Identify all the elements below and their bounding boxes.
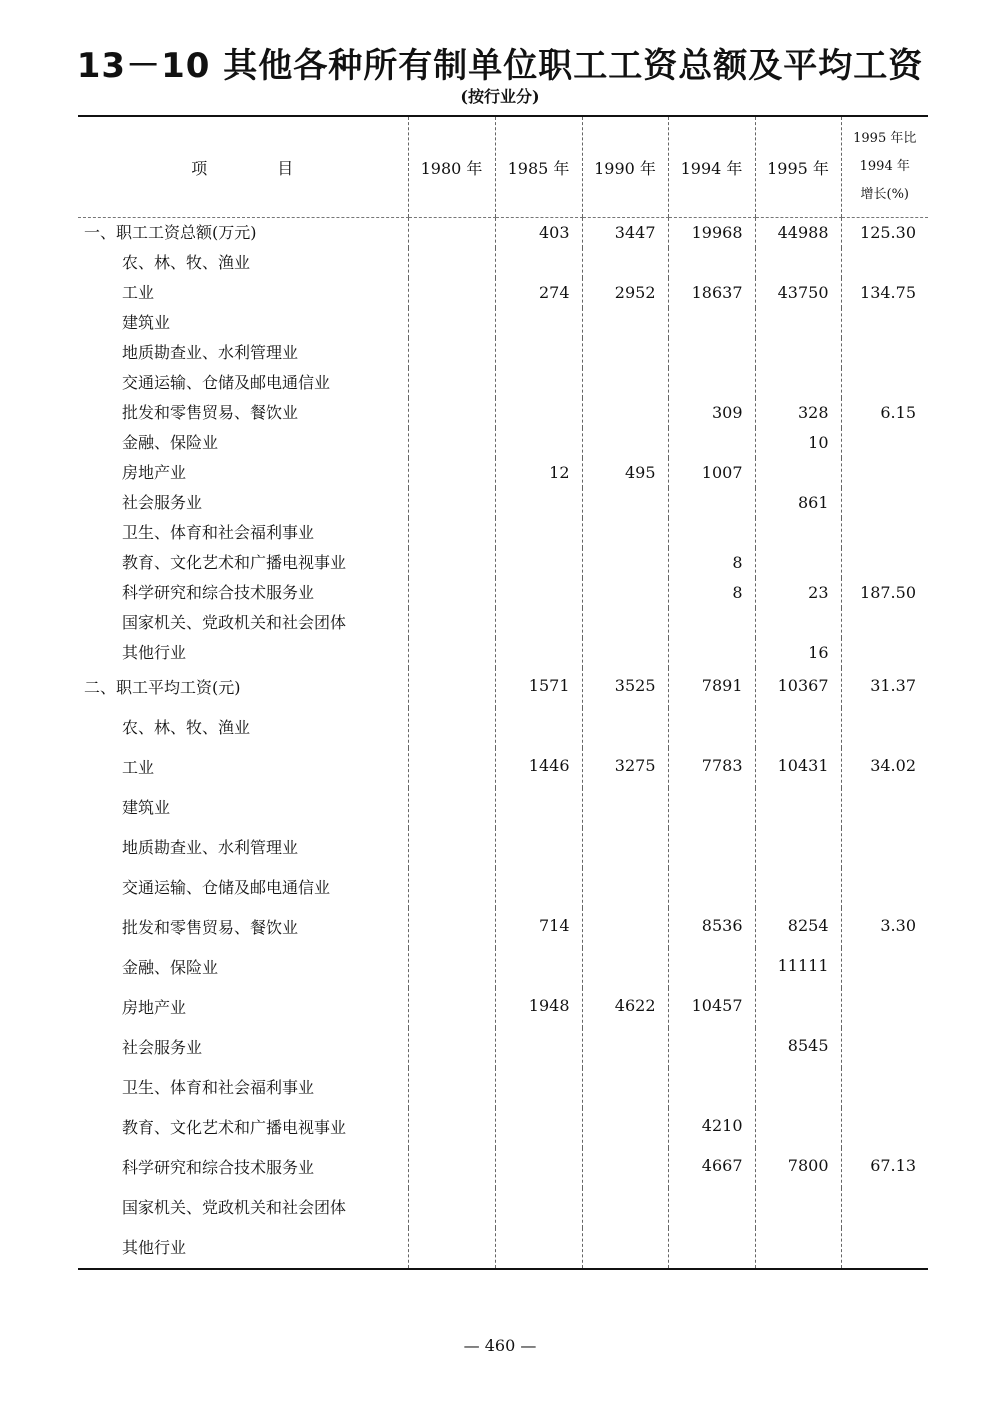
cell-v1980	[408, 1108, 495, 1148]
cell-v1994: 8	[668, 548, 755, 578]
cell-v1980	[408, 908, 495, 948]
cell-growth: 6.15	[841, 398, 928, 428]
cell-v1980	[408, 218, 495, 249]
cell-growth: 34.02	[841, 748, 928, 788]
column-header-item: 项目	[78, 116, 408, 218]
row-label: 建筑业	[122, 313, 171, 332]
row-label: 地质勘查业、水利管理业	[122, 838, 299, 857]
cell-growth	[841, 548, 928, 578]
row-label: 卫生、体育和社会福利事业	[122, 523, 315, 542]
cell-v1995	[755, 518, 841, 548]
cell-v1985	[495, 248, 582, 278]
row-label: 工业	[122, 758, 155, 777]
cell-v1990: 2952	[582, 278, 668, 308]
cell-v1980	[408, 368, 495, 398]
cell-v1980	[408, 398, 495, 428]
cell-v1980	[408, 428, 495, 458]
cell-v1985	[495, 948, 582, 988]
column-header-growth	[841, 116, 928, 218]
row-label: 金融、保险业	[122, 433, 219, 452]
cell-growth	[841, 828, 928, 868]
cell-v1995	[755, 368, 841, 398]
cell-growth	[841, 788, 928, 828]
cell-growth: 125.30	[841, 218, 928, 249]
row-label: 交通运输、仓储及邮电通信业	[122, 373, 331, 392]
table-row	[78, 638, 928, 668]
cell-v1985	[495, 788, 582, 828]
table-row	[78, 1148, 928, 1188]
cell-v1994: 8536	[668, 908, 755, 948]
cell-v1985	[495, 1068, 582, 1108]
cell-v1995: 44988	[755, 218, 841, 249]
cell-v1994: 7783	[668, 748, 755, 788]
table-row	[78, 458, 928, 488]
cell-growth: 187.50	[841, 578, 928, 608]
cell-v1980	[408, 668, 495, 708]
cell-v1990	[582, 308, 668, 338]
cell-v1995: 10	[755, 428, 841, 458]
cell-v1985	[495, 708, 582, 748]
cell-v1990	[582, 1068, 668, 1108]
cell-v1994	[668, 638, 755, 668]
cell-v1995	[755, 828, 841, 868]
cell-v1980	[408, 1228, 495, 1269]
cell-growth	[841, 308, 928, 338]
growth-header-line-2: 1994 年	[859, 159, 910, 174]
cell-v1995	[755, 338, 841, 368]
cell-v1994: 18637	[668, 278, 755, 308]
cell-v1994: 1007	[668, 458, 755, 488]
cell-v1990	[582, 488, 668, 518]
cell-v1990	[582, 1188, 668, 1228]
wage-table	[78, 115, 928, 1270]
cell-v1994	[668, 248, 755, 278]
table-row	[78, 1028, 928, 1068]
cell-growth	[841, 638, 928, 668]
cell-v1995	[755, 608, 841, 638]
cell-v1990	[582, 788, 668, 828]
cell-v1980	[408, 988, 495, 1028]
row-label: 农、林、牧、渔业	[122, 718, 251, 737]
cell-growth	[841, 248, 928, 278]
cell-v1980	[408, 1068, 495, 1108]
table-row	[78, 1068, 928, 1108]
cell-v1995	[755, 308, 841, 338]
cell-v1985: 1571	[495, 668, 582, 708]
cell-growth	[841, 428, 928, 458]
cell-v1980	[408, 278, 495, 308]
table-row	[78, 218, 928, 249]
cell-v1985: 714	[495, 908, 582, 948]
cell-v1995	[755, 1228, 841, 1269]
cell-growth: 67.13	[841, 1148, 928, 1188]
cell-growth	[841, 1108, 928, 1148]
cell-v1980	[408, 708, 495, 748]
table-row	[78, 668, 928, 708]
cell-v1995	[755, 708, 841, 748]
table-row	[78, 578, 928, 608]
cell-v1980	[408, 828, 495, 868]
cell-v1980	[408, 948, 495, 988]
cell-v1994	[668, 488, 755, 518]
cell-v1990	[582, 548, 668, 578]
cell-v1980	[408, 868, 495, 908]
cell-v1994	[668, 1068, 755, 1108]
cell-v1985	[495, 548, 582, 578]
cell-v1990	[582, 708, 668, 748]
row-label: 金融、保险业	[122, 958, 219, 977]
cell-v1980	[408, 748, 495, 788]
cell-v1995	[755, 548, 841, 578]
cell-v1990	[582, 1148, 668, 1188]
row-label: 农、林、牧、渔业	[122, 253, 251, 272]
cell-v1980	[408, 338, 495, 368]
row-label: 二、职工平均工资(元)	[84, 678, 241, 697]
table-row	[78, 488, 928, 518]
cell-v1980	[408, 458, 495, 488]
cell-v1990	[582, 638, 668, 668]
table-row	[78, 518, 928, 548]
cell-growth	[841, 1228, 928, 1269]
cell-v1980	[408, 548, 495, 578]
table-body	[78, 218, 928, 1270]
cell-v1980	[408, 578, 495, 608]
cell-v1985	[495, 828, 582, 868]
cell-v1985	[495, 868, 582, 908]
cell-v1990: 3275	[582, 748, 668, 788]
cell-growth: 31.37	[841, 668, 928, 708]
cell-v1994	[668, 338, 755, 368]
cell-v1985	[495, 638, 582, 668]
cell-v1990: 3525	[582, 668, 668, 708]
table-row	[78, 1228, 928, 1269]
cell-v1995	[755, 458, 841, 488]
cell-v1985	[495, 608, 582, 638]
row-label: 其他行业	[122, 643, 187, 662]
cell-v1990: 495	[582, 458, 668, 488]
table-row	[78, 708, 928, 748]
row-label: 教育、文化艺术和广播电视事业	[122, 553, 347, 572]
cell-v1995: 43750	[755, 278, 841, 308]
row-label: 卫生、体育和社会福利事业	[122, 1078, 315, 1097]
cell-v1980	[408, 608, 495, 638]
table-row	[78, 308, 928, 338]
cell-v1995: 8545	[755, 1028, 841, 1068]
cell-v1994: 19968	[668, 218, 755, 249]
table-row	[78, 278, 928, 308]
cell-v1995: 11111	[755, 948, 841, 988]
row-label: 房地产业	[122, 463, 187, 482]
cell-v1985	[495, 488, 582, 518]
row-label: 国家机关、党政机关和社会团体	[122, 1198, 347, 1217]
cell-v1985	[495, 368, 582, 398]
page-title: 13－10 其他各种所有制单位职工工资总额及平均工资	[76, 46, 924, 86]
cell-v1990	[582, 1228, 668, 1269]
cell-v1995: 10367	[755, 668, 841, 708]
row-label: 工业	[122, 283, 155, 302]
cell-v1985	[495, 308, 582, 338]
row-label: 批发和零售贸易、餐饮业	[122, 918, 299, 937]
cell-v1994	[668, 1028, 755, 1068]
cell-v1985	[495, 578, 582, 608]
growth-header-line-3: 增长(%)	[860, 187, 909, 202]
column-header-1990: 1990 年	[582, 116, 668, 218]
cell-growth	[841, 1068, 928, 1108]
cell-growth	[841, 868, 928, 908]
cell-v1985	[495, 1228, 582, 1269]
cell-v1994	[668, 308, 755, 338]
table-row	[78, 398, 928, 428]
cell-v1990: 4622	[582, 988, 668, 1028]
cell-growth	[841, 338, 928, 368]
growth-header-line-1: 1995 年比	[853, 131, 917, 146]
cell-v1985: 1948	[495, 988, 582, 1028]
row-label: 国家机关、党政机关和社会团体	[122, 613, 347, 632]
table-header	[78, 116, 928, 218]
cell-v1995: 23	[755, 578, 841, 608]
cell-v1994: 309	[668, 398, 755, 428]
cell-v1994	[668, 368, 755, 398]
cell-v1995: 7800	[755, 1148, 841, 1188]
cell-v1995: 16	[755, 638, 841, 668]
column-header-1994: 1994 年	[668, 116, 755, 218]
cell-v1980	[408, 638, 495, 668]
cell-v1995: 8254	[755, 908, 841, 948]
cell-v1985	[495, 1188, 582, 1228]
cell-v1995	[755, 1068, 841, 1108]
cell-v1990	[582, 1028, 668, 1068]
row-label: 科学研究和综合技术服务业	[122, 1158, 315, 1177]
cell-v1980	[408, 1188, 495, 1228]
cell-v1994	[668, 708, 755, 748]
cell-v1995	[755, 1108, 841, 1148]
cell-v1995	[755, 868, 841, 908]
cell-v1985	[495, 1028, 582, 1068]
cell-v1994: 4210	[668, 1108, 755, 1148]
table-row	[78, 828, 928, 868]
row-label: 教育、文化艺术和广播电视事业	[122, 1118, 347, 1137]
cell-v1994: 8	[668, 578, 755, 608]
cell-v1995	[755, 988, 841, 1028]
cell-v1995	[755, 248, 841, 278]
cell-v1985	[495, 1148, 582, 1188]
cell-v1995: 10431	[755, 748, 841, 788]
cell-growth: 3.30	[841, 908, 928, 948]
row-label: 社会服务业	[122, 493, 203, 512]
cell-v1980	[408, 1148, 495, 1188]
cell-v1980	[408, 308, 495, 338]
table-row	[78, 748, 928, 788]
cell-v1990	[582, 608, 668, 638]
cell-v1994	[668, 948, 755, 988]
cell-v1994	[668, 828, 755, 868]
cell-v1980	[408, 1028, 495, 1068]
row-label: 其他行业	[122, 1238, 187, 1257]
cell-v1995	[755, 1188, 841, 1228]
cell-growth	[841, 458, 928, 488]
cell-growth	[841, 368, 928, 398]
cell-v1980	[408, 488, 495, 518]
cell-v1985: 1446	[495, 748, 582, 788]
table-row	[78, 248, 928, 278]
cell-v1990	[582, 518, 668, 548]
cell-v1990	[582, 578, 668, 608]
row-label: 社会服务业	[122, 1038, 203, 1057]
cell-v1990	[582, 908, 668, 948]
cell-v1995: 328	[755, 398, 841, 428]
table-row	[78, 1108, 928, 1148]
cell-v1994: 7891	[668, 668, 755, 708]
table-row	[78, 338, 928, 368]
table-row	[78, 908, 928, 948]
cell-v1985	[495, 1108, 582, 1148]
row-label: 建筑业	[122, 798, 171, 817]
cell-v1980	[408, 248, 495, 278]
table-row	[78, 948, 928, 988]
cell-v1994: 10457	[668, 988, 755, 1028]
column-header-1980: 1980 年	[408, 116, 495, 218]
cell-v1985: 403	[495, 218, 582, 249]
cell-v1990: 3447	[582, 218, 668, 249]
cell-v1994	[668, 868, 755, 908]
table-row	[78, 788, 928, 828]
row-label: 交通运输、仓储及邮电通信业	[122, 878, 331, 897]
cell-v1994: 4667	[668, 1148, 755, 1188]
cell-v1994	[668, 1188, 755, 1228]
column-header-1985: 1985 年	[495, 116, 582, 218]
cell-growth	[841, 518, 928, 548]
table-row	[78, 1188, 928, 1228]
cell-v1985	[495, 338, 582, 368]
page-subtitle: (按行业分)	[460, 87, 540, 106]
cell-growth	[841, 1028, 928, 1068]
cell-growth: 134.75	[841, 278, 928, 308]
cell-growth	[841, 708, 928, 748]
cell-v1990	[582, 248, 668, 278]
cell-v1980	[408, 788, 495, 828]
row-label: 一、职工工资总额(万元)	[84, 223, 257, 242]
cell-v1995	[755, 788, 841, 828]
cell-growth	[841, 488, 928, 518]
cell-v1990	[582, 338, 668, 368]
table-row	[78, 548, 928, 578]
cell-v1990	[582, 1108, 668, 1148]
cell-growth	[841, 988, 928, 1028]
cell-v1985: 12	[495, 458, 582, 488]
cell-v1994	[668, 428, 755, 458]
cell-v1994	[668, 518, 755, 548]
cell-v1994	[668, 608, 755, 638]
cell-v1995: 861	[755, 488, 841, 518]
cell-growth	[841, 948, 928, 988]
cell-v1994	[668, 1228, 755, 1269]
cell-v1990	[582, 948, 668, 988]
cell-v1990	[582, 428, 668, 458]
cell-v1980	[408, 518, 495, 548]
cell-v1985	[495, 398, 582, 428]
row-label: 房地产业	[122, 998, 187, 1017]
cell-v1994	[668, 788, 755, 828]
page-number: — 460 —	[463, 1336, 537, 1355]
cell-v1990	[582, 868, 668, 908]
table-row	[78, 428, 928, 458]
cell-v1985: 274	[495, 278, 582, 308]
cell-v1985	[495, 518, 582, 548]
row-label: 批发和零售贸易、餐饮业	[122, 403, 299, 422]
table-row	[78, 368, 928, 398]
cell-growth	[841, 1188, 928, 1228]
cell-v1990	[582, 368, 668, 398]
cell-v1990	[582, 398, 668, 428]
table-row	[78, 988, 928, 1028]
table-row	[78, 608, 928, 638]
row-label: 科学研究和综合技术服务业	[122, 583, 315, 602]
cell-v1985	[495, 428, 582, 458]
row-label: 地质勘查业、水利管理业	[122, 343, 299, 362]
column-header-1995: 1995 年	[755, 116, 841, 218]
table-row	[78, 868, 928, 908]
cell-v1990	[582, 828, 668, 868]
cell-growth	[841, 608, 928, 638]
